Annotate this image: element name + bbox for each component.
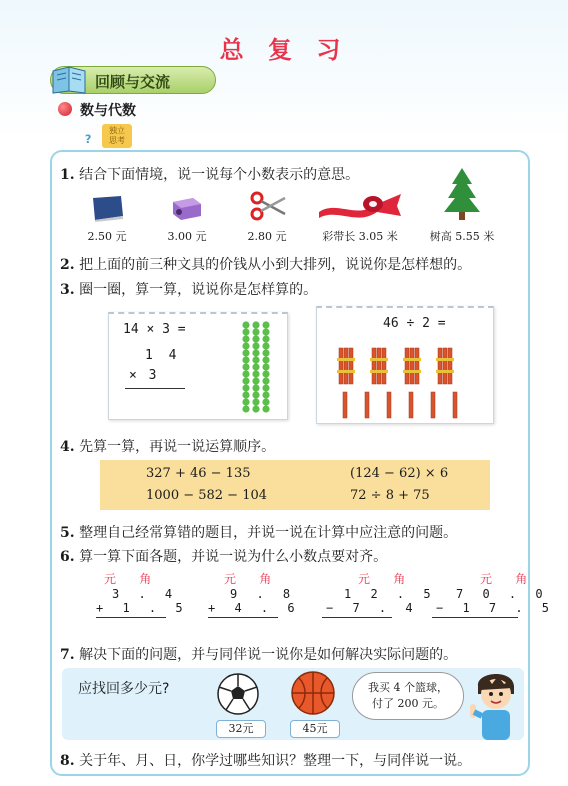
question-number: 6. xyxy=(60,549,75,565)
vertical-line xyxy=(432,617,518,618)
think-badge-line2: 思考 xyxy=(109,136,125,145)
banner-label: 回顾与交流 xyxy=(95,73,171,91)
expression-4: 72 ÷ 8 + 75 xyxy=(350,488,430,503)
expression-2: (124 − 62) × 6 xyxy=(350,466,449,481)
item-tree xyxy=(420,166,504,244)
expression-1: 327 + 46 − 135 xyxy=(146,466,251,481)
item-notebook xyxy=(80,194,134,244)
item-caption: 2.50 元 xyxy=(87,230,127,243)
notebook-icon xyxy=(87,194,127,222)
question-number: 7. xyxy=(60,647,75,663)
item-ribbon xyxy=(308,190,412,244)
vertical-row-2: + 1 . 5 xyxy=(96,601,189,615)
column-header: 元 角 xyxy=(480,572,536,586)
expression-band xyxy=(100,460,490,510)
speech-bubble xyxy=(352,672,464,720)
open-book-icon xyxy=(49,61,89,95)
section-banner xyxy=(50,66,216,94)
item-caption: 彩带长 3.05 米 xyxy=(322,230,398,243)
speech-line-2: 付了 200 元。 xyxy=(372,697,444,710)
item-scissors xyxy=(240,190,294,244)
boy-character-icon xyxy=(468,668,524,742)
vertical-problem-4 xyxy=(432,570,555,618)
vertical-line xyxy=(322,617,392,618)
question-text: 先算一算，再说一说运算顺序。 xyxy=(79,439,276,455)
tree-icon xyxy=(442,166,482,222)
scissors-icon xyxy=(247,190,287,222)
speech-line-1: 我买 4 个篮球， xyxy=(368,681,448,694)
question-number: 3. xyxy=(60,282,75,298)
question-text: 结合下面情境，说一说每个小数表示的意思。 xyxy=(79,167,360,183)
question-4 xyxy=(60,436,275,456)
question-number: 8. xyxy=(60,753,75,769)
soccer-price-tag: 32元 xyxy=(216,720,266,738)
question-text: 整理自己经常算错的题目，并说一说在计算中应注意的问题。 xyxy=(79,525,458,541)
question-number: 1. xyxy=(60,167,75,183)
vertical-row-1: 1 2 . 5 xyxy=(344,587,437,601)
stick-bundles-icon xyxy=(335,344,485,420)
card-expression: 14 × 3 = xyxy=(123,322,186,337)
question-5 xyxy=(60,522,457,542)
q7-prompt: 应找回多少元? xyxy=(78,681,170,697)
item-caption: 树高 5.55 米 xyxy=(429,230,495,243)
vertical-line xyxy=(125,388,185,389)
vertical-row-2: + 4 . 6 xyxy=(208,601,301,615)
vertical-problem-1 xyxy=(96,570,189,618)
vertical-problem-3 xyxy=(322,570,437,618)
question-6 xyxy=(60,546,387,566)
question-text: 关于年、月、日，你学过哪些知识？整理一下，与同伴说一说。 xyxy=(79,753,472,769)
vertical-row-1: 9 . 8 xyxy=(230,587,297,601)
vertical-row-2: × 3 xyxy=(129,368,159,383)
card-expression: 46 ÷ 2 = xyxy=(383,316,446,331)
basketball-icon xyxy=(290,670,336,716)
question-3 xyxy=(60,279,317,299)
question-mark-icon xyxy=(84,124,104,154)
vertical-row-1: 1 4 xyxy=(145,348,181,363)
multiplication-card xyxy=(108,312,288,420)
basketball-price-tag: 45元 xyxy=(290,720,340,738)
question-number: 2. xyxy=(60,257,75,273)
division-card xyxy=(316,306,494,424)
question-2 xyxy=(60,254,471,274)
vertical-row-1: 3 . 4 xyxy=(112,587,179,601)
vertical-line xyxy=(208,617,278,618)
question-text: 算一算下面各题，并说一说为什么小数点要对齐。 xyxy=(79,549,388,565)
question-text: 圈一圈，算一算，说说你是怎样算的。 xyxy=(79,282,318,298)
vertical-line xyxy=(96,617,166,618)
pencil-sharpener-icon xyxy=(167,194,207,222)
question-8 xyxy=(60,750,471,770)
question-1 xyxy=(60,164,359,184)
expression-3: 1000 − 582 − 104 xyxy=(146,488,268,503)
question-text: 把上面的前三种文具的价钱从小到大排列，说说你是怎样想的。 xyxy=(79,257,472,273)
think-badge-line1: 独立 xyxy=(109,126,125,135)
subsection-title: 数与代数 xyxy=(80,103,136,119)
column-header: 元 角 xyxy=(224,572,280,586)
vertical-row-2: − 7 . 4 xyxy=(326,601,419,615)
question-7 xyxy=(60,644,457,664)
svg-text:?: ? xyxy=(84,132,92,146)
think-badge xyxy=(102,124,132,148)
vertical-problem-2 xyxy=(208,570,301,618)
soccer-ball-icon xyxy=(216,672,260,716)
page-title: 总 复 习 xyxy=(219,36,349,64)
column-header: 元 角 xyxy=(358,572,414,586)
column-header: 元 角 xyxy=(104,572,160,586)
question-number: 5. xyxy=(60,525,75,541)
bead-grid-icon xyxy=(241,320,271,416)
vertical-row-2: − 1 7 . 5 xyxy=(436,601,556,615)
item-sharpener xyxy=(160,194,214,244)
item-caption: 3.00 元 xyxy=(167,230,207,243)
question-number: 4. xyxy=(60,439,75,455)
ribbon-icon xyxy=(317,190,403,222)
question-text: 解决下面的问题，并与同伴说一说你是如何解决实际问题的。 xyxy=(79,647,458,663)
bullet-dot-icon xyxy=(58,102,72,116)
item-caption: 2.80 元 xyxy=(247,230,287,243)
vertical-row-1: 7 0 . 0 xyxy=(456,587,549,601)
